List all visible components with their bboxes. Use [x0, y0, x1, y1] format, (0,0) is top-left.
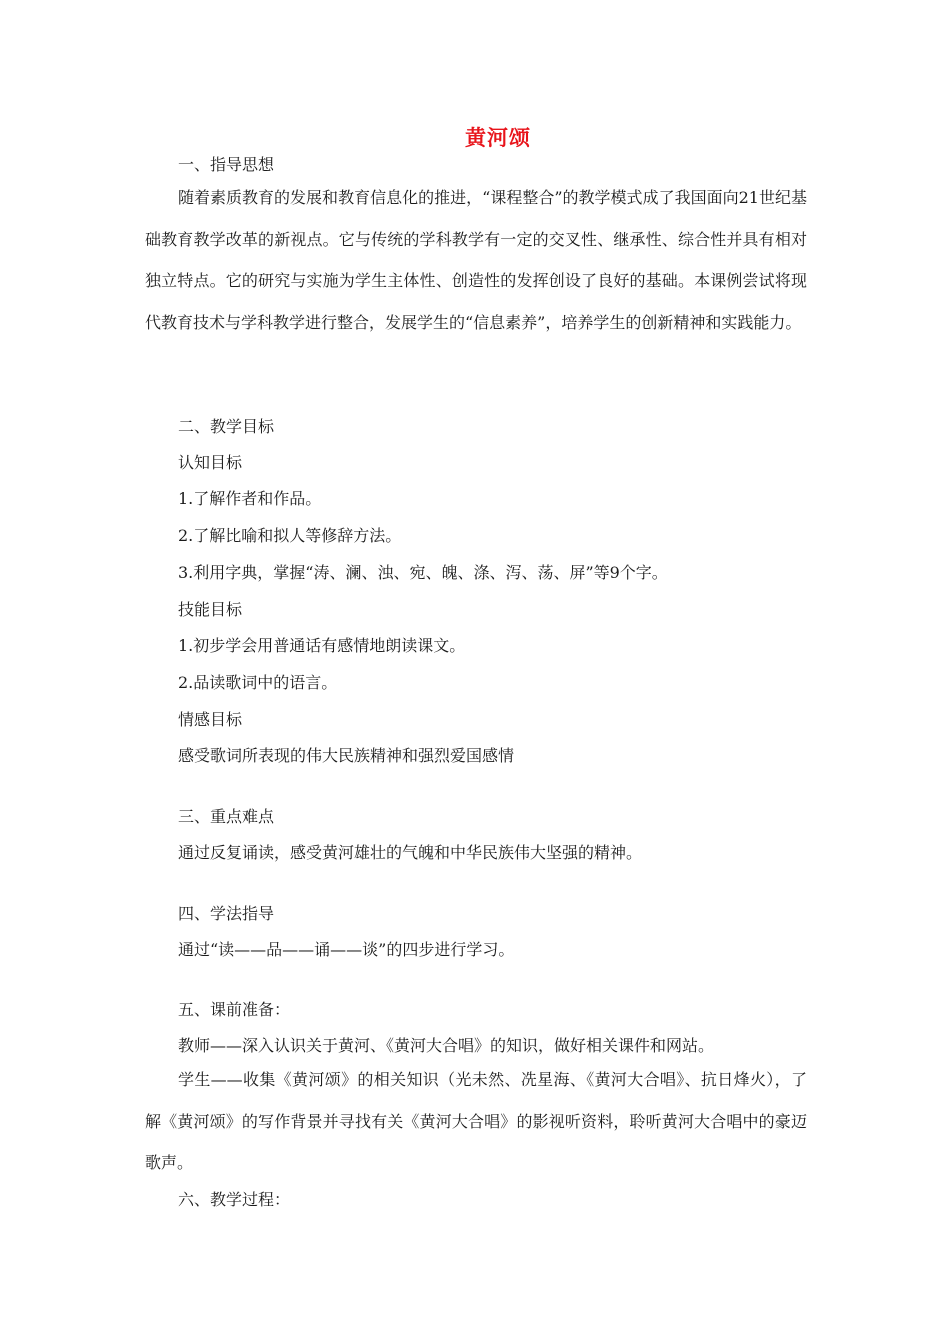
- skill-goals-title: 技能目标: [178, 600, 243, 619]
- keypoints-text: 通过反复诵读，感受黄河雄壮的气魄和中华民族伟大坚强的精神。: [178, 843, 643, 862]
- section-heading-method: 四、学法指导: [178, 904, 275, 923]
- cognitive-goal-item: 1.了解作者和作品。: [178, 489, 322, 508]
- guiding-paragraph: 随着素质教育的发展和教育信息化的推进，“课程整合”的教学模式成了我国面向21世纪基础教育教学改革的新视点。它与传统的学科教学有一定的交叉性、继承性、综合性并具有相对独立特点。它的研究与实施为学生主体性、创造性的发挥创设了良好的基础。本课例尝试将现代教育技术与学科教学进行整合，发展学生的“信息素养”，培养学生的创新精神和实践能力。: [145, 188, 807, 332]
- section-heading-guiding: 一、指导思想: [178, 155, 275, 174]
- method-text: 通过“读——品——诵——谈”的四步进行学习。: [178, 940, 515, 959]
- emotion-goal-item: 感受歌词所表现的伟大民族精神和强烈爱国感情: [178, 746, 515, 765]
- document-title: 黄河颂: [465, 125, 531, 150]
- prep-student-paragraph: 学生——收集《黄河颂》的相关知识（光未然、冼星海、《黄河大合唱》、抗日烽火），了解《黄河颂》的写作背景并寻找有关《黄河大合唱》的影视听资料，聆听黄河大合唱中的豪迈歌声。: [145, 1070, 807, 1172]
- cognitive-goals-title: 认知目标: [178, 453, 243, 472]
- section-heading-process: 六、教学过程：: [178, 1190, 291, 1209]
- section-heading-goals: 二、教学目标: [178, 417, 275, 436]
- section-heading-prep: 五、课前准备：: [178, 1000, 291, 1019]
- emotion-goals-title: 情感目标: [178, 710, 243, 729]
- cognitive-goal-item: 3.利用字典，掌握“涛、澜、浊、宛、魄、涤、泻、荡、屏”等9个字。: [178, 563, 668, 582]
- prep-teacher-text: 教师——深入认识关于黄河、《黄河大合唱》的知识，做好相关课件和网站。: [178, 1036, 715, 1055]
- skill-goal-item: 2.品读歌词中的语言。: [178, 673, 338, 692]
- cognitive-goal-item: 2.了解比喻和拟人等修辞方法。: [178, 526, 402, 545]
- section-heading-keypoints: 三、重点难点: [178, 807, 275, 826]
- skill-goal-item: 1.初步学会用普通话有感情地朗读课文。: [178, 636, 466, 655]
